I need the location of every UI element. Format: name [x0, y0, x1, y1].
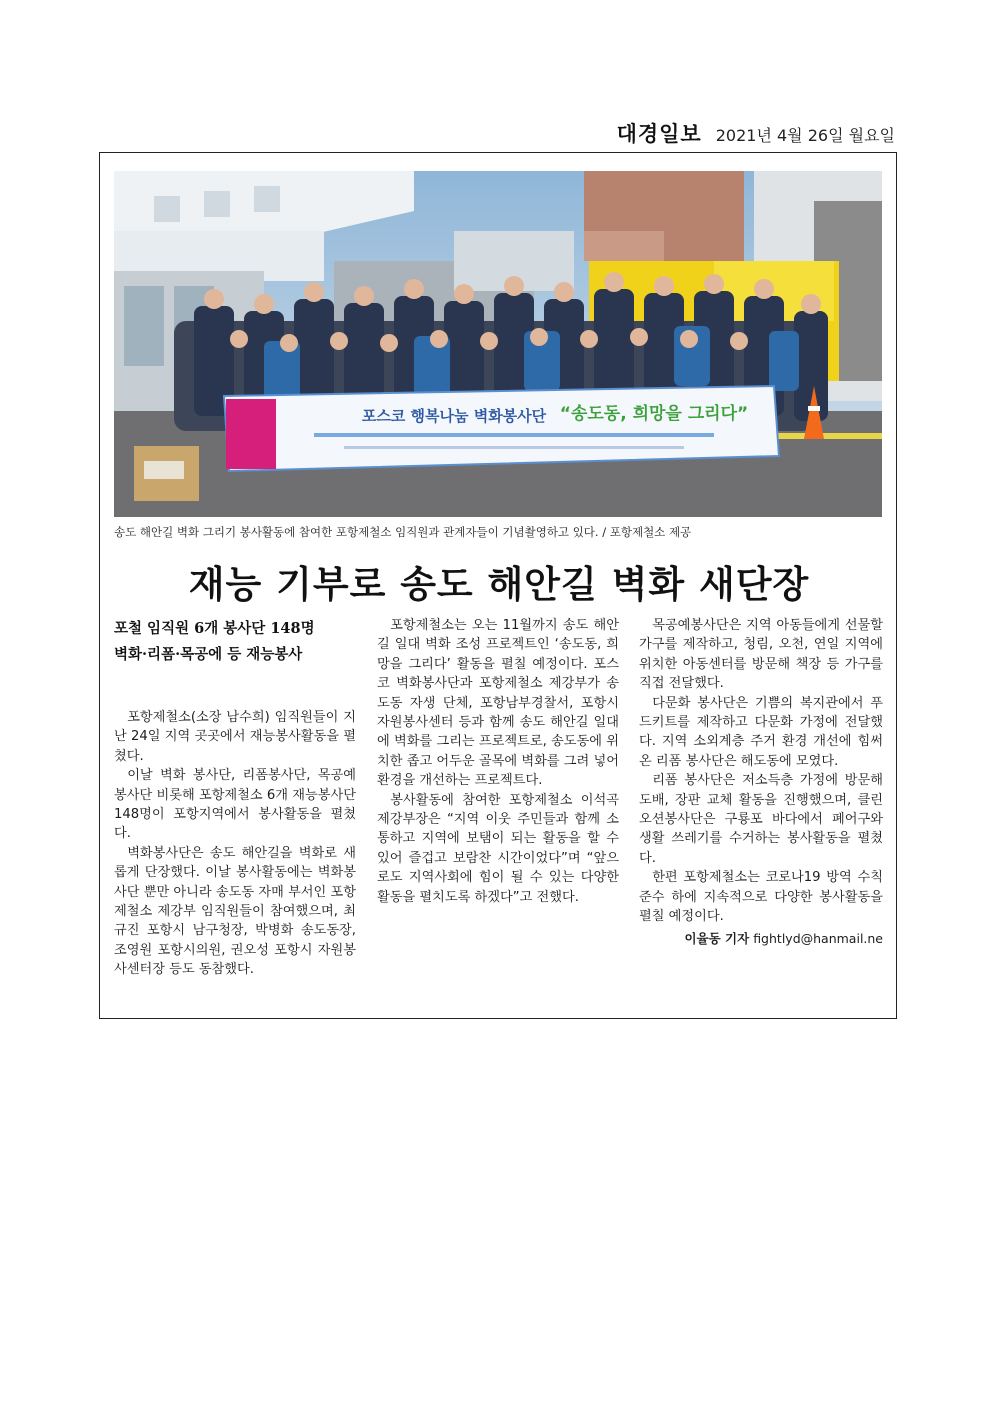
- subheadline-line-2: 벽화·리폼·목공에 등 재능봉사: [114, 646, 303, 663]
- paragraph: 포항제철소(소장 남수희) 임직원들이 지난 24일 지역 곳곳에서 재능봉사활동을 펼쳤다.: [114, 710, 356, 764]
- article-headline: 재능 기부로 송도 해안길 벽화 새단장: [188, 563, 810, 606]
- subheadline-line-1: 포철 임직원 6개 봉사단 148명: [114, 620, 315, 637]
- banner-title: 포스코 행복나눔 벽화봉사단: [361, 407, 547, 425]
- photo-caption: 송도 해안길 벽화 그리기 봉사활동에 참여한 포항제철소 임직원과 관계자들이 기념촬영하고 있다. / 포항제철소 제공: [114, 525, 692, 539]
- byline: [639, 929, 883, 948]
- paragraph: 봉사활동에 참여한 포항제철소 이석곡 제강부장은 “지역 이웃 주민들과 함께 소통하고 지역에 보탬이 되는 활동을 할 수 있어 즐겁고 보람찬 시간이었다”며 “앞으로도 지역사회에 힘이 될 수 있는 다양한 활동을 펼치도록 하겠다”고 전했다.: [377, 792, 619, 905]
- article-column-3: [639, 616, 883, 948]
- group-photo: [114, 171, 882, 517]
- article-column-2: [377, 616, 619, 907]
- paragraph: 다문화 봉사단은 기쁨의 복지관에서 푸드키트를 제작하고 다문화 가정에 전달했다. 지역 소외계층 주거 환경 개선에 힘써온 리폼 봉사단은 해도동에 모였다.: [639, 695, 883, 769]
- subheadline: [114, 616, 356, 668]
- banner-slogan: “송도동, 희망을 그리다”: [559, 404, 749, 424]
- paragraph: 벽화봉사단은 송도 해안길을 벽화로 새롭게 단장했다. 이날 봉사활동에는 벽화봉사단 뿐만 아니라 송도동 자매 부서인 포항제철소 제강부 임직원들이 참여했으며, 최규진 포항시 남구청장, 박병화 송도동장, 조영원 포항시의원, 권오성 포항시 자원봉사센터장 등도 동참했다.: [114, 845, 356, 978]
- publication-date: 2021년 4월 26일 월요일: [715, 126, 895, 145]
- masthead: [560, 118, 895, 148]
- paragraph: 포항제철소는 오는 11월까지 송도 해안길 일대 벽화 조성 프로젝트인 ‘송도동, 희망을 그리다’ 활동을 펼칠 예정이다. 포스코 벽화봉사단과 포항제철소 제강부가 송도동 자생 단체, 포항남부경찰서, 포항시 자원봉사센터 등과 함께 송도 해안길 일대에 벽화를 그리는 프로젝트로, 송도동에 위치한 좁고 어두운 골목에 벽화를 그려 넣어 환경을 개선하는 프로젝트다.: [377, 618, 619, 789]
- paragraph: 리폼 봉사단은 저소득층 가정에 방문해 도배, 장판 교체 활동을 진행했으며, 클린오션봉사단은 구룡포 바다에서 폐어구와 생활 쓰레기를 수거하는 봉사활동을 펼쳤다.: [639, 773, 883, 866]
- article-column-1: [114, 616, 356, 980]
- reporter-email: fightlyd@hanmail.ne: [753, 930, 883, 946]
- reporter-name: 이율동 기자: [684, 930, 750, 946]
- paragraph: 목공예봉사단은 지역 아동들에게 선물할 가구를 제작하고, 청림, 오천, 연일 지역에 위치한 아동센터를 방문해 책장 등 가구를 직접 전달했다.: [639, 618, 883, 692]
- paragraph: 한편 포항제철소는 코로나19 방역 수칙 준수 하에 지속적으로 다양한 봉사활동을 펼칠 예정이다.: [639, 870, 883, 925]
- paragraph: 이날 벽화 봉사단, 리폼봉사단, 목공예봉사단 비롯해 포항제철소 6개 재능봉사단 148명이 포항지역에서 봉사활동을 펼쳤다.: [114, 768, 356, 842]
- newspaper-name: 대경일보: [616, 122, 702, 146]
